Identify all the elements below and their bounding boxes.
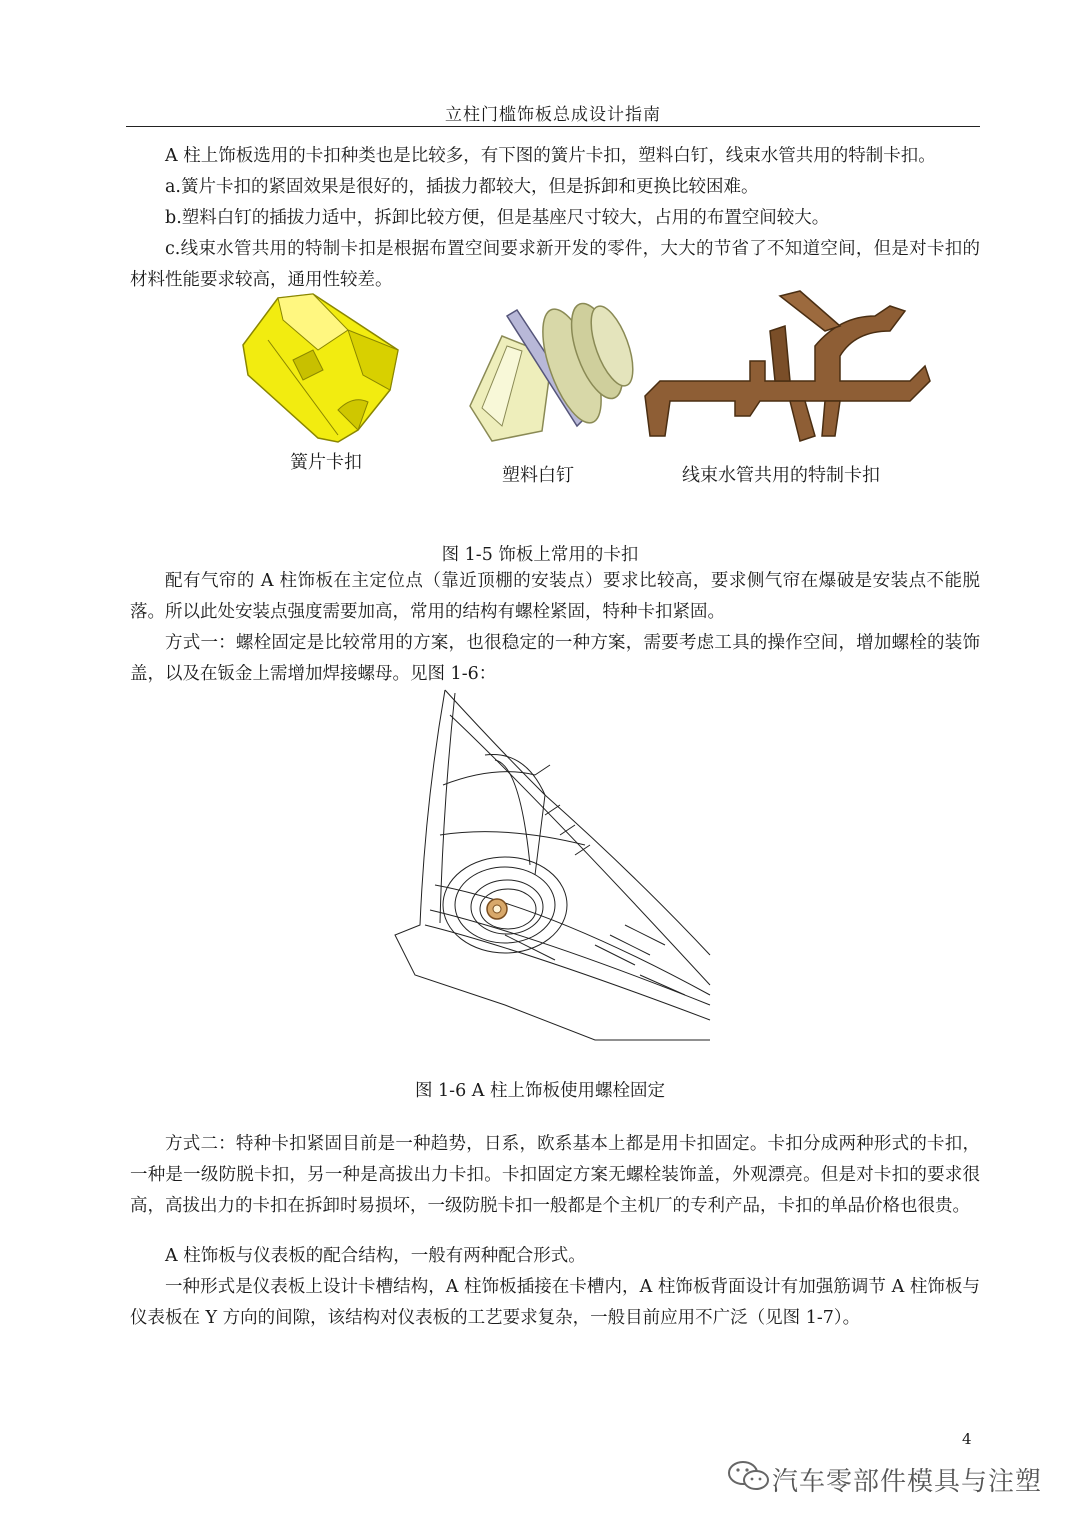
figure-1-6-caption: 图 1-6 A 柱上饰板使用螺栓固定 (414, 1081, 665, 1101)
spring-clip-image (238, 290, 408, 445)
paragraph-1: A 柱上饰板选用的卡扣种类也是比较多，有下图的簧片卡扣，塑料白钉，线束水管共用的特制卡扣。 (165, 146, 936, 166)
plastic-pin-image (462, 296, 642, 446)
label-spring-clip: 簧片卡扣 (290, 452, 362, 473)
label-plastic-pin: 塑料白钉 (502, 465, 574, 486)
wechat-icon (726, 1458, 772, 1494)
paragraph-8: A 柱饰板与仪表板的配合结构，一般有两种配合形式。 (165, 1246, 586, 1266)
paragraph-3: b.塑料白钉的插拔力适中，拆卸比较方便，但是基座尺寸较大，占用的布置空间较大。 (165, 208, 830, 228)
paragraph-6: 方式一：螺栓固定是比较常用的方案，也很稳定的一种方案，需要考虑工具的操作空间，增加螺栓的装饰盖，以及在钣金上需增加焊接螺母。见图 1-6： (130, 633, 980, 684)
paragraph-9: 一种形式是仪表板上设计卡槽结构，A 柱饰板插接在卡槽内，A 柱饰板背面设计有加强筋调节 A 柱饰板与仪表板在 Y 方向的间隙，该结构对仪表板的工艺要求复杂，一般目前应用不广泛（见图 1-7）。 (130, 1277, 980, 1328)
special-clip-image (640, 286, 940, 446)
paragraph-2: a.簧片卡扣的紧固效果是很好的，插拔力都较大，但是拆卸和更换比较困难。 (165, 177, 759, 197)
label-special-clip: 线束水管共用的特制卡扣 (682, 465, 880, 486)
paragraph-4: c.线束水管共用的特制卡扣是根据布置空间要求新开发的零件，大大的节省了不知道空间，但是对卡扣的材料性能要求较高，通用性较差。 (130, 239, 980, 290)
a-pillar-bolt-image (385, 685, 715, 1045)
page-number: 4 (962, 1430, 972, 1448)
header-rule (126, 126, 980, 127)
watermark-text: 汽车零部件模具与注塑 (772, 1467, 1043, 1497)
paragraph-7: 方式二：特种卡扣紧固目前是一种趋势，日系，欧系基本上都是用卡扣固定。卡扣分成两种形式的卡扣，一种是一级防脱卡扣，另一种是高拔出力卡扣。卡扣固定方案无螺栓装饰盖，外观漂亮。但是对卡扣的要求很高，高拔出力的卡扣在拆卸时易损坏，一级防脱卡扣一般都是个主机厂的专利产品，卡扣的单品价格也很贵。 (130, 1134, 980, 1216)
page-header: 立柱门槛饰板总成设计指南 (445, 105, 661, 125)
paragraph-5: 配有气帘的 A 柱饰板在主定位点（靠近顶棚的安装点）要求比较高，要求侧气帘在爆破是安装点不能脱落。所以此处安装点强度需要加高，常用的结构有螺栓紧固，特种卡扣紧固。 (130, 571, 980, 622)
figure-1-5-caption: 图 1-5 饰板上常用的卡扣 (441, 545, 639, 565)
